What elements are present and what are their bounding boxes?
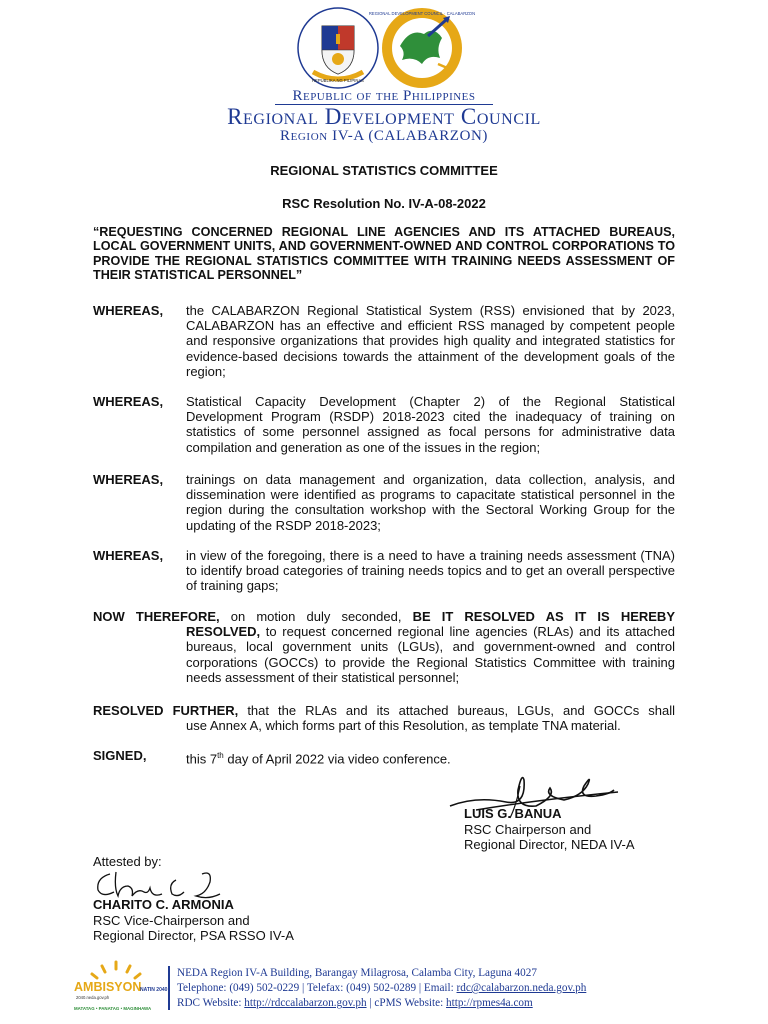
signed-text (186, 748, 675, 767)
svg-text:AMBISYON: AMBISYON (74, 980, 142, 994)
whereas-label: WHEREAS, (93, 548, 164, 563)
now-therefore-first-line (93, 609, 675, 624)
signed-text-pre: this 7 (186, 751, 218, 767)
now-therefore-resolved-1: BE IT RESOLVED AS IT IS HEREBY (412, 609, 675, 624)
chairperson-name: LUIS G. BANUA (464, 806, 562, 821)
footer-cpms-label: | cPMS Website: (366, 997, 447, 1009)
now-therefore-resolved-2: RESOLVED, (186, 624, 261, 640)
footer-phone-line (177, 981, 586, 996)
footer-web-line (177, 996, 586, 1011)
whereas-text: the CALABARZON Regional Statistical System (RSS) envisioned that by 2023, CALABARZON has an effective and efficient RSS managed by competent people and responsive organizations that provides high quality and integrated statistics for evidence-based decisions towards the attainment of the development goals of the region; (186, 303, 675, 379)
chairperson-block (464, 806, 635, 853)
vice-chairperson-name: CHARITO C. ARMONIA (93, 897, 234, 912)
whereas-text: in view of the foregoing, there is a need to have a training needs assessment (TNA) to identify broad categories of training needs topics and to get an overall perspective of training gaps; (186, 548, 675, 594)
vice-chairperson-role: RSC Vice-Chairperson and (93, 912, 250, 928)
now-therefore-clause (93, 609, 675, 685)
signed-label: SIGNED, (93, 748, 147, 763)
letterhead-council: Regional Development Council (227, 104, 541, 129)
footer-address: NEDA Region IV-A Building, Barangay Milagrosa, Calamba City, Laguna 4027 (177, 967, 537, 979)
whereas-clause (93, 472, 675, 533)
whereas-clause (93, 303, 675, 379)
footer-rdc-label: RDC Website: (177, 997, 245, 1009)
svg-text:2040.neda.gov.ph: 2040.neda.gov.ph (76, 995, 110, 1000)
attested-label: Attested by: (93, 854, 162, 869)
now-therefore-text-2: to request concerned regional line agencies (RLAs) and its attached bureaus, local government units (LGUs), and government-owned and control corporations (GOCCs) to provide the Regional Statistics Committee with training needs assessment of their statistical personnel; (186, 624, 675, 685)
svg-text:MATATAG • PANATAG • MAGINHAWA: MATATAG • PANATAG • MAGINHAWA (74, 1006, 152, 1011)
resolved-further-clause (93, 703, 675, 733)
letterhead-seals (296, 6, 496, 92)
now-therefore-label: NOW THEREFORE, (93, 609, 220, 624)
vice-chairperson-block (93, 897, 294, 944)
chairperson-role: RSC Chairperson and (464, 821, 592, 837)
chairperson-office: Regional Director, NEDA IV-A (464, 837, 635, 853)
svg-text:REPUBLIKA NG PILIPINAS: REPUBLIKA NG PILIPINAS (312, 78, 364, 83)
svg-text:REGIONAL DEVELOPMENT COUNCIL ·: REGIONAL DEVELOPMENT COUNCIL · CALABARZON (368, 11, 476, 16)
footer-rdc-link[interactable]: http://rdccalabarzon.gov.ph (244, 997, 367, 1009)
svg-text:NATIN 2040: NATIN 2040 (140, 987, 168, 993)
committee-heading: REGIONAL STATISTICS COMMITTEE (270, 163, 498, 178)
whereas-clause (93, 548, 675, 594)
resolved-further-text-1: that the RLAs and its attached bureaus, LGUs, and GOCCs shall (238, 703, 675, 718)
resolution-number: RSC Resolution No. IV-A-08-2022 (282, 196, 486, 211)
whereas-label: WHEREAS, (93, 472, 164, 487)
ambisyon-logo-icon (72, 958, 168, 1014)
resolved-further-label: RESOLVED FURTHER, (93, 703, 239, 718)
letterhead-region: Region IV-A (CALABARZON) (279, 128, 489, 144)
footer-phone-text: Telephone: (049) 502-0229 | Telefax: (049) 502-0289 | Email: (177, 982, 457, 994)
whereas-clause (93, 394, 675, 455)
footer-divider (168, 966, 170, 1010)
resolution-title: “REQUESTING CONCERNED REGIONAL LINE AGENCIES AND ITS ATTACHED BUREAUS, LOCAL GOVERNMENT UNITS, AND GOVERNMENT-OWNED AND CONTROL CORPORATIONS TO PROVIDE THE REGIONAL STATISTICS COMMITTEE WITH TRAINING NEEDS ASSESSMENT OF THEIR STATISTICAL PERSONNEL” (93, 225, 675, 283)
now-therefore-text-1: on motion duly seconded, (219, 609, 413, 624)
resolved-further-text-2: use Annex A, which forms part of this Resolution, as template TNA material. (186, 718, 621, 734)
whereas-label: WHEREAS, (93, 303, 164, 318)
whereas-text: Statistical Capacity Development (Chapter 2) of the Regional Statistical Development Program (RSDP) 2018-2023 cited the inadequacy of training on statistics of some personnel assigned as focal persons for administrative data compilation and generation as one of the issues in the region; (186, 394, 675, 455)
whereas-label: WHEREAS, (93, 394, 164, 409)
rdc-calabarzon-logo-icon (368, 6, 476, 90)
whereas-text: trainings on data management and organization, data collection, analysis, and dissemination were identified as programs to capacitate statistical personnel in the region during the consultation workshop with the Sectoral Working Group for the updating of the RSDP 2018-2023; (186, 472, 675, 533)
signed-text-post: day of April 2022 via video conference. (223, 751, 451, 767)
footer-email-link[interactable]: rdc@calabarzon.neda.gov.ph (456, 982, 587, 994)
signed-text-sup: th (217, 751, 224, 760)
vice-chairperson-office: Regional Director, PSA RSSO IV-A (93, 928, 294, 944)
letterhead-republic: Republic of the Philippines (292, 88, 476, 104)
philippine-seal-icon (296, 6, 380, 90)
now-therefore-body (186, 624, 675, 685)
resolved-further-first-line (93, 703, 675, 718)
signed-clause (93, 748, 675, 767)
footer-contact (177, 966, 586, 1011)
footer-cpms-link[interactable]: http://rpmes4a.com (446, 997, 533, 1009)
